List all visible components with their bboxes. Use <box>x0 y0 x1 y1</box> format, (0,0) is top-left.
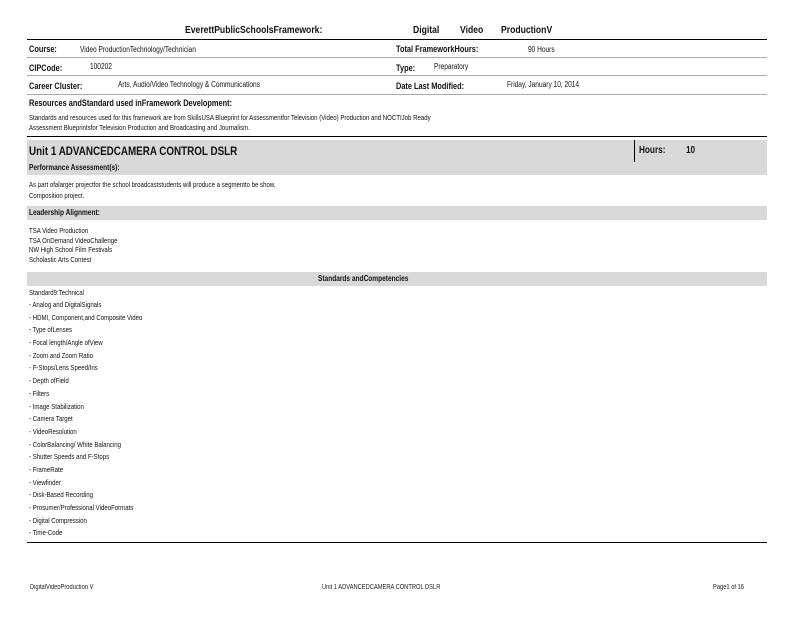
header-rule <box>27 39 767 40</box>
standards-item: - Viewfinder <box>29 477 61 487</box>
leadership-item: TSA Video Production <box>29 226 89 235</box>
standards-item: - Depth ofField <box>29 376 69 386</box>
standards-item: - Filters <box>29 388 50 398</box>
cluster-label: Career Cluster: <box>29 81 83 91</box>
standards-item: - Type ofLenses <box>29 325 73 335</box>
program-word-1: Digital <box>413 24 440 36</box>
program-word-3: ProductionV <box>501 24 553 36</box>
footer-page-number: Page1 of 16 <box>713 584 744 591</box>
standards-item: - Analog and DigitalSignals <box>29 300 102 309</box>
cip-label: CIPCode: <box>29 63 63 73</box>
unit-hours-label: Hours: <box>639 145 666 156</box>
standards-item: - Time-Code <box>29 528 63 538</box>
leadership-item: Scholastic Arts Contest <box>29 254 92 264</box>
standards-item: - Shutter Speeds and F-Stops <box>29 452 110 462</box>
standards-item: - Focal length/Angle ofView <box>29 338 103 348</box>
course-value: Video ProductionTechnology/Technician <box>80 45 196 54</box>
standards-item: - FrameRate <box>29 464 64 474</box>
standards-item: - ColorBalancing/ White Balancing <box>29 439 121 449</box>
standards-subheading: Standard9:Technical <box>29 288 84 297</box>
footer-center: Unit 1 ADVANCEDCAMERA CONTROL DSLR <box>322 584 441 591</box>
framework-title: EverettPublicSchoolsFramework: <box>185 24 323 36</box>
type-value: Preparatory <box>434 62 469 71</box>
leadership-item: TSA OnDemand VideoChallenge <box>29 235 118 245</box>
resources-line-1: Standards and resources used for this framework are from SkillsUSA Blueprint for Assessmentfor Television (Video) Production and NOCTIJob Ready <box>29 113 431 122</box>
standards-item: - VideoResolution <box>29 426 77 436</box>
resources-line-2: Assessment Blueprintsfor Television Production and Broadcasting and Journalism. <box>29 123 250 132</box>
leadership-item: NW High School Film Festivals <box>29 245 113 255</box>
standards-heading: Standards andCompetencies <box>318 274 409 283</box>
leadership-heading: Leadership Alignment: <box>29 208 100 217</box>
performance-heading: Performance Assessment(s): <box>29 163 120 172</box>
hours-divider <box>634 140 635 162</box>
standards-item: - Digital Compression <box>29 515 87 525</box>
cip-value: 100202 <box>90 62 112 71</box>
standards-item: - Disk-Based Recording <box>29 490 93 500</box>
standards-item: - HDMI, Component,and Composite Video <box>29 312 143 322</box>
standards-item: - Camera Target <box>29 414 73 424</box>
standards-item: - Image Stabilization <box>29 401 84 411</box>
row-divider <box>27 94 767 95</box>
section-rule <box>27 136 767 137</box>
performance-band <box>27 162 767 175</box>
resources-heading: Resources andStandard used inFramework Development: <box>29 98 233 108</box>
leadership-band <box>27 206 767 220</box>
standards-list <box>29 300 142 541</box>
course-label: Course: <box>29 44 57 54</box>
performance-line-2: Composition project. <box>29 191 85 200</box>
standards-item: - Zoom and Zoom Ratio <box>29 350 93 360</box>
type-label: Type: <box>396 63 416 73</box>
standards-bottom-rule <box>27 542 767 543</box>
cluster-value: Arts, Audio/Video Technology & Communications <box>118 80 260 89</box>
leadership-list <box>29 226 117 264</box>
standards-item: - F-Stops/Lens Speed/Iris <box>29 363 98 373</box>
total-hours-value: 90 Hours <box>528 45 555 54</box>
date-value: Friday, January 10, 2014 <box>507 80 580 89</box>
footer-left: DigitalVideoProduction V <box>30 584 94 591</box>
program-word-2: Video <box>460 24 484 36</box>
performance-line-1: As part ofalarger projectfor the school broadcaststudents will produce a segmentto be show. <box>29 180 276 189</box>
total-hours-label: Total FrameworkHours: <box>396 44 479 54</box>
unit-hours-value: 10 <box>686 145 696 156</box>
row-divider <box>27 57 767 58</box>
row-divider <box>27 75 767 76</box>
standards-item: - Prosumer/Professional VideoFormats <box>29 503 134 512</box>
unit-title: Unit 1 ADVANCEDCAMERA CONTROL DSLR <box>29 144 238 158</box>
date-label: Date Last Modified: <box>396 81 465 91</box>
